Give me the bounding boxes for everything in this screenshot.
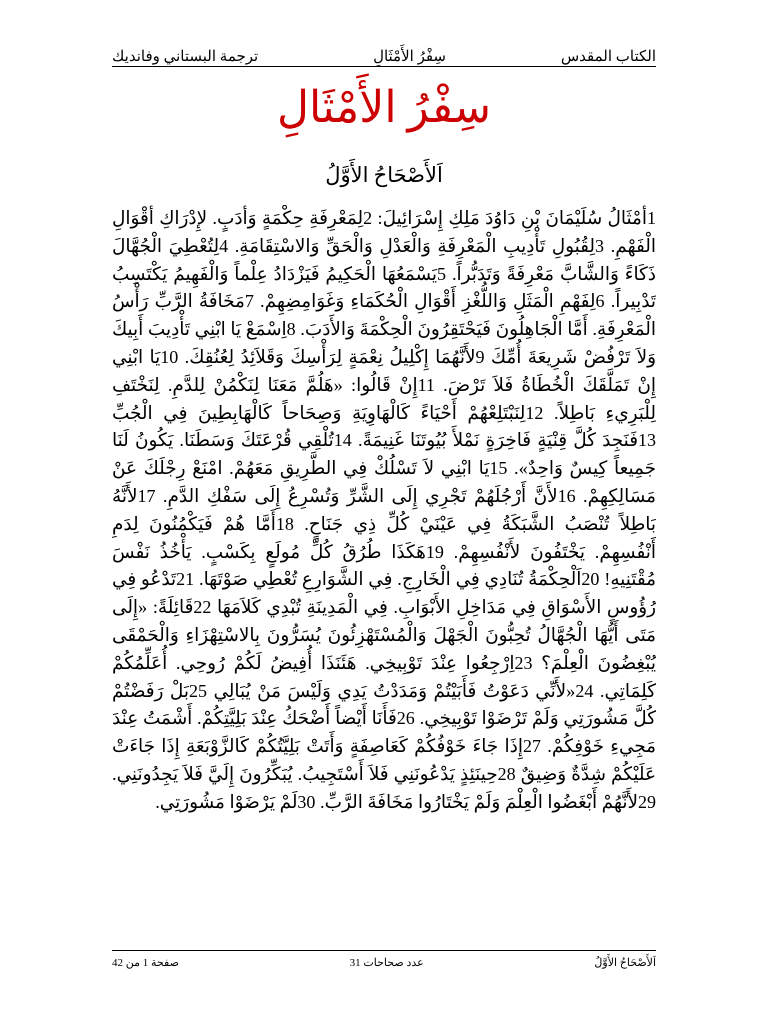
verse-number: 14: [333, 430, 352, 451]
verse-number: 19: [425, 541, 444, 562]
chapter-title: اَلأَصْحَاحُ الأَوَّلُ: [325, 163, 443, 187]
verse-number: 21: [176, 569, 195, 590]
verse-text: بَلْ رَفَضْتُمْ كُلَّ مَشُورَتِي وَلَمْ تَرْضَوْا تَوْبِيخِي.: [112, 680, 656, 729]
verse: [112, 764, 516, 784]
verse-text: اَلْحِكْمَةُ تُنَادِي فِي الْخَارِجِ. فِي الشَّوَارِعِ تُعْطِي صَوْتَهَا.: [198, 569, 582, 590]
verse-text: مَخَافَةُ الرَّبِّ رَأْسُ الْمَعْرِفَةِ. أَمَّا الْجَاهِلُونَ فَيَحْتَقِرُونَ الْحِكْمَةَ وَالأَدَبَ.: [112, 291, 656, 340]
verse-text: يَا ابْنِي إِنْ تَمَلَّقَكَ الْخُطَاةُ فَلاَ تَرْضَ.: [112, 346, 656, 395]
verse-text: لِتُعْطِيَ الْجُهَّالَ ذَكَاءً وَالشَّابَّ مَعْرِفَةً وَتَدَبُّراً.: [112, 235, 656, 284]
verse-number: 6: [595, 291, 605, 312]
verse: [112, 403, 543, 423]
verse-text: فَنَجِدَ كُلَّ قِنْيَةٍ فَاخِرَةٍ نَمْلأَ بُيُوتَنَا غَنِيمَةً.: [357, 430, 638, 451]
verse-text: تُلْقِي قُرْعَتَكَ وَسَطَنَا. يَكُونُ لَنَا جَمِيعاً كِيسٌ وَاحِدٌ».: [112, 430, 656, 479]
header-bible-title: الكتاب المقدس: [560, 49, 656, 65]
footer-chapter-name: اَلأَصْحَاحُ الأَوَّلُ: [594, 956, 656, 969]
verse: [155, 792, 315, 812]
verse: [163, 486, 576, 506]
footer-divider: [112, 950, 656, 951]
verse-number: 2: [363, 208, 373, 228]
verse-number: 15: [489, 458, 508, 479]
verse-text: أَمَّا هُمْ فَيَكْمُنُونَ لِدَمِ أَنْفُسِهِمْ. يَخْتَفُونَ لأَنْفُسِهِمْ.: [112, 513, 656, 562]
header-translation-name: ترجمة البستاني وفانديك: [112, 49, 259, 65]
verse-number: 11: [417, 374, 435, 395]
verse-number: 3: [595, 235, 605, 256]
verse-number: 23: [514, 652, 533, 673]
verse-text: لِنَبْتَلِعْهُمْ أَحْيَاءً كَالْهَاوِيَةِ وَصِحَاحاً كَالْهَابِطِينَ فِي الْجُبِّ: [112, 402, 526, 423]
verse-number: 22: [193, 597, 212, 618]
verse: [358, 430, 656, 450]
verse: [260, 291, 605, 311]
book-title: سِفْرُ الأَمْثَالِ: [277, 83, 491, 132]
verse-number: 29: [638, 791, 656, 812]
verse: [235, 236, 604, 256]
footer-chapter-count: عدد صحاحات 31: [349, 956, 424, 969]
verse-text: أَمْثَالُ سُلَيْمَانَ بْنِ دَاوُدَ مَلِكِ إِسْرَائِيلَ:: [377, 208, 647, 228]
verse-number: 26: [396, 708, 415, 729]
verse-text: يَا ابْنِي لاَ تَسْلُكْ فِي الطَّرِيقِ مَعَهُمْ. امْنَعْ رِجْلَكَ عَنْ مَسَالِكِهِمْ.: [112, 458, 656, 506]
verse-text: إِذَا جَاءَ خَوْفُكُمْ كَعَاصِفَةٍ وَأَتَتْ بَلِيَّتُكُمْ كَالزَّوْبَعَةِ إِذَا جَاءَتْ عَلَيْكُمْ شِدَّةٌ وَضِيقٌ: [112, 736, 656, 784]
verse-number: 27: [522, 736, 541, 757]
verse-text: إِنْ قَالُوا: «هَلُمَّ مَعَنَا لِنَكْمُنْ لِلدَّمِ. لِنَخْتَفِ لِلْبَرِيءِ بَاطِلاً.: [112, 374, 656, 423]
verse-number: 5: [437, 263, 447, 284]
chapter-text: [112, 205, 656, 915]
verse-number: 4: [219, 235, 229, 256]
verse-text: لأَنَّ أَرْجُلَهُمْ تَجْرِي إِلَى الشَّرِّ وَتُسْرِعُ إِلَى سَفْكِ الدَّمِ.: [162, 485, 558, 506]
verse-text: تَدْعُو فِي رُؤُوسِ الأَسْوَاقِ فِي مَدَاخِلِ الأَبْوَابِ. فِي الْمَدِينَةِ تُبْدِي كَلاَمَهَا: [112, 569, 656, 618]
verse-number: 9: [475, 346, 485, 367]
verse: [199, 569, 599, 589]
verse-number: 30: [297, 791, 316, 812]
verse: [320, 792, 656, 812]
verse-text: اِرْجِعُوا عِنْدَ تَوْبِيخِي. هَئَنَذَا أُفِيضُ لَكُمْ رُوحِي. أُعَلِّمُكُمْ كَلِمَاتِي.: [112, 652, 656, 701]
verse-number: 1: [646, 208, 656, 228]
verse-number: 25: [188, 680, 207, 701]
verse-number: 13: [637, 430, 656, 451]
verse-text: يَسْمَعُهَا الْحَكِيمُ فَيَزْدَادُ عِلْماً وَالْفَهِيمُ يَكْتَسِبُ تَدْبِيراً.: [112, 263, 656, 312]
verse-number: 24: [575, 680, 594, 701]
verse-text: لِمَعْرِفَةِ حِكْمَةٍ وَأَدَبٍ. لإِدْرَاكِ أَقْوَالِ الْفَهْمِ.: [112, 208, 656, 256]
verse: [213, 681, 593, 701]
verse-number: 10: [160, 346, 179, 367]
verse-text: لِقُبُولِ تَأْدِيبِ الْمَعْرِفَةِ وَالْعَدْلِ وَالْحَقِّ وَالاسْتِقَامَةِ.: [234, 235, 596, 256]
verse-text: حِينَئِذٍ يَدْعُونَنِي فَلاَ أَسْتَجِيبُ. يُبَكِّرُونَ إِلَيَّ فَلاَ يَجِدُونَنِي.: [112, 763, 498, 784]
verse-number: 18: [275, 513, 294, 534]
page-footer: [112, 953, 656, 971]
verse-text: فَأَنَا أَيْضاً أَضْحَكُ عِنْدَ بَلِيَّتِكُمْ. أَشْمَتُ عِنْدَ مَجِيءِ خَوْفِكُمْ.: [112, 708, 656, 757]
page-header: [112, 38, 656, 66]
verse-text: لأَنَّهُمْ أَبْغَضُوا الْعِلْمَ وَلَمْ يَخْتَارُوا مَخَافَةَ الرَّبِّ.: [320, 791, 638, 812]
verse-text: قَائِلَةً: «إِلَى مَتَى أَيُّهَا الْجُهَّالُ تُحِبُّونَ الْجَهْلَ وَالْمُسْتَهْزِئُونَ يُسَرُّونَ بِالاسْتِهْزَاءِ وَالْحَمْقَى يُبْغِضُونَ الْعِلْمَ؟: [112, 597, 656, 673]
header-divider: [112, 66, 656, 67]
verse-text: هَكَذَا طُرُقُ كُلِّ مُولَعٍ بِكَسْبٍ. يَأْخُذُ نَفْسَ مُقْتَنِيهِ!: [112, 541, 656, 590]
verse-text: لَمْ يَرْضَوْا مَشُورَتِي.: [155, 791, 298, 812]
verse-number: 12: [525, 402, 544, 423]
verse-text: لأَنَّهُ بَاطِلاً تُنْصَبُ الشَّبَكَةُ فِي عَيْنَيْ كُلِّ ذِي جَنَاحٍ.: [112, 485, 656, 534]
verse: [185, 347, 485, 367]
verse-text: اِسْمَعْ يَا ابْنِي تَأْدِيبَ أَبِيكَ وَلاَ تَرْفُضْ شَرِيعَةَ أُمِّكَ: [112, 319, 656, 367]
verse-number: 28: [497, 763, 516, 784]
header-book-name: سِفْرُ الأَمْثَالِ: [373, 49, 446, 65]
verse-number: 7: [244, 291, 254, 312]
verse-text: لأَنَّهُمَا إِكْلِيلُ نِعْمَةٍ لِرَأْسِكَ وَقَلاَئِدُ لِعُنُقِكَ.: [184, 346, 476, 367]
verse-number: 8: [286, 319, 296, 340]
verse-number: 20: [581, 569, 600, 590]
verse: [378, 208, 656, 228]
verse-text: «لأَنِّي دَعَوْتُ فَأَبَيْتُمْ وَمَدَدْتُ يَدِي وَلَيْسَ مَنْ يُبَالِي: [213, 680, 576, 701]
footer-page-number: صفحة 1 من 42: [112, 956, 179, 969]
verse-number: 16: [557, 485, 576, 506]
verse-number: 17: [137, 485, 156, 506]
verse-text: لِفَهْمِ الْمَثَلِ وَاللُّغْزِ أَقْوَالِ الْحُكَمَاءِ وَغَوَامِضِهِمْ.: [260, 291, 596, 312]
